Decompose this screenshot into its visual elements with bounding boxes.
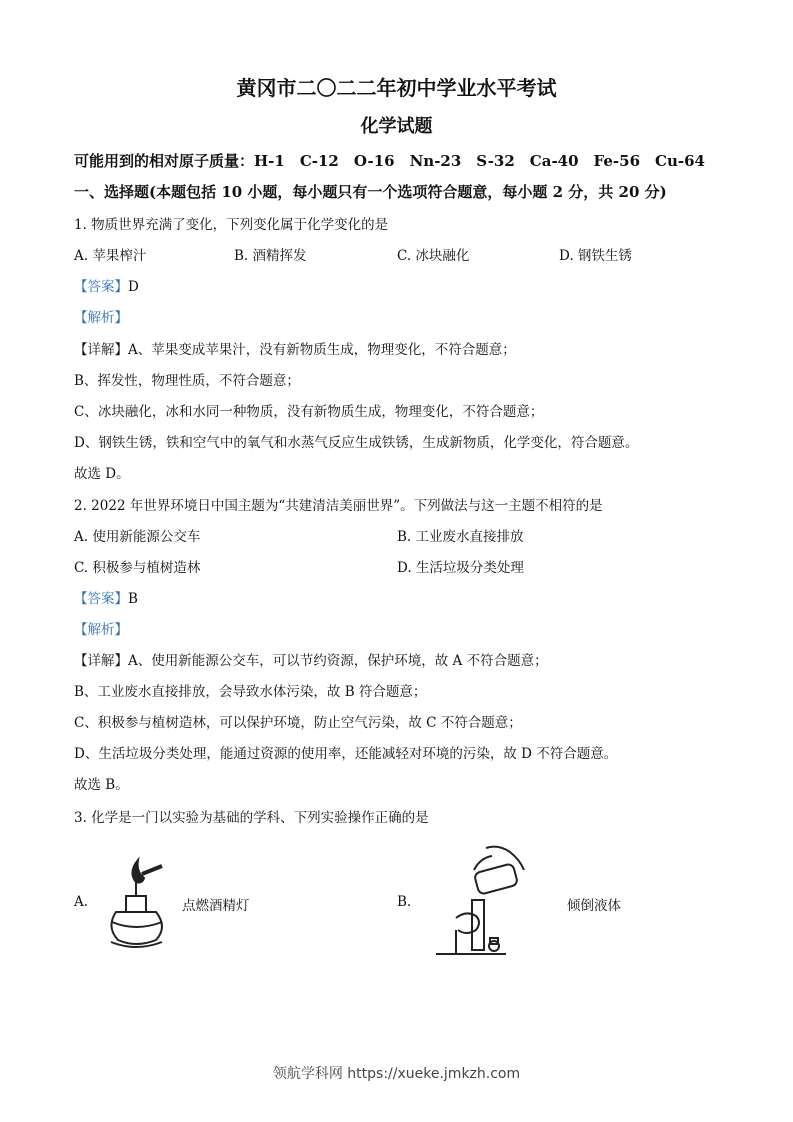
q1-analysis-tag: 【解析】 bbox=[74, 310, 128, 326]
question-3-stem: 3. 化学是一门以实验为基础的学科、下列实验操作正确的是 bbox=[74, 810, 429, 826]
answer-value: D bbox=[128, 279, 139, 295]
alcohol-lamp-lighting-illustration bbox=[96, 852, 176, 952]
q1-conclusion: 故选 D。 bbox=[74, 466, 130, 482]
q1-option-a: A. 苹果榨汁 bbox=[74, 248, 147, 264]
answer-tag: 【答案】 bbox=[74, 591, 128, 607]
detail-text: A、使用新能源公交车，可以节约资源，保护环境，故 A 不符合题意； bbox=[128, 653, 548, 669]
q2-conclusion: 故选 B。 bbox=[74, 777, 129, 793]
page-title: 黄冈市二〇二二年初中学业水平考试 bbox=[236, 76, 557, 100]
q3-option-a-label: 点燃酒精灯 bbox=[182, 898, 250, 914]
footer-watermark: 领航学科网 https://xueke.jmkzh.com bbox=[272, 1066, 521, 1082]
q1-detail-line-2: B、挥发性，物理性质，不符合题意； bbox=[74, 373, 300, 389]
q1-answer bbox=[74, 275, 139, 295]
q1-option-d: D. 钢铁生锈 bbox=[559, 248, 632, 264]
q1-detail-line-1 bbox=[74, 338, 516, 358]
q1-option-b: B. 酒精挥发 bbox=[234, 248, 307, 264]
q2-detail-line-4: D、生活垃圾分类处理，能通过资源的使用率，还能减轻对环境的污染，故 D 不符合题意。 bbox=[74, 746, 618, 762]
q3-option-a-letter: A. bbox=[74, 894, 89, 910]
q2-option-c: C. 积极参与植树造林 bbox=[74, 560, 201, 576]
detail-tag: 【详解】 bbox=[74, 342, 128, 358]
atomic-masses: 可能用到的相对原子质量：H-1 C-12 O-16 Nn-23 S-32 Ca-40 Fe-56 Cu-64 bbox=[74, 152, 705, 170]
q2-detail-line-1 bbox=[74, 649, 548, 669]
question-1-stem: 1. 物质世界充满了变化，下列变化属于化学变化的是 bbox=[74, 217, 389, 233]
q2-detail-line-3: C、积极参与植树造林，可以保护环境，防止空气污染，故 C 不符合题意； bbox=[74, 715, 522, 731]
detail-tag: 【详解】 bbox=[74, 653, 128, 669]
q1-detail-line-3: C、冰块融化，冰和水同一种物质，没有新物质生成，物理变化，不符合题意； bbox=[74, 404, 544, 420]
question-2-stem: 2. 2022 年世界环境日中国主题为“共建清洁美丽世界”。下列做法与这一主题不相符的是 bbox=[74, 498, 603, 514]
detail-text: A、苹果变成苹果汁，没有新物质生成，物理变化，不符合题意； bbox=[128, 342, 516, 358]
q2-option-b: B. 工业废水直接排放 bbox=[397, 529, 524, 545]
q3-option-b-label: 倾倒液体 bbox=[567, 898, 621, 914]
page-subtitle: 化学试题 bbox=[360, 116, 433, 137]
answer-tag: 【答案】 bbox=[74, 279, 128, 295]
q1-option-c: C. 冰块融化 bbox=[397, 248, 470, 264]
q2-option-a: A. 使用新能源公交车 bbox=[74, 529, 201, 545]
q2-analysis-tag: 【解析】 bbox=[74, 622, 128, 638]
q2-option-d: D. 生活垃圾分类处理 bbox=[397, 560, 524, 576]
pouring-liquid-illustration bbox=[436, 840, 536, 958]
q2-detail-line-2: B、工业废水直接排放，会导致水体污染，故 B 符合题意； bbox=[74, 684, 427, 700]
q1-detail-line-4: D、钢铁生锈，铁和空气中的氧气和水蒸气反应生成铁锈，生成新物质，化学变化，符合题意。 bbox=[74, 435, 639, 451]
q2-answer bbox=[74, 587, 138, 607]
section-heading: 一、选择题(本题包括 10 小题，每小题只有一个选项符合题意，每小题 2 分，共 20 分) bbox=[74, 183, 667, 201]
answer-value: B bbox=[128, 591, 138, 607]
q3-option-b-letter: B. bbox=[397, 894, 412, 910]
